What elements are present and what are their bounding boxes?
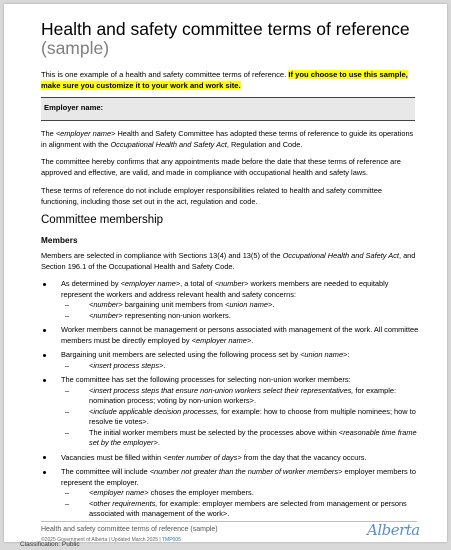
list-subitem: – <number> representing non-union workers. xyxy=(65,310,231,320)
member-bullet-list xyxy=(41,279,421,520)
list-item: Vacancies must be filled within <enter number of days> from the day that the vacancy occurs. xyxy=(41,453,421,464)
document-page xyxy=(4,4,447,542)
list-item: The committee has set the following processes for selecting non-union worker members: xyxy=(41,375,421,386)
paragraph-appointments: The committee hereby confirms that any appointments made before the date that these terms of reference are approved and effective, are valid, and made in compliance with occupational health and safety laws. xyxy=(41,157,401,177)
classification-label: Classification: Public xyxy=(20,541,80,548)
page-title: Health and safety committee terms of reference (sample) xyxy=(41,19,410,58)
footer-divider xyxy=(41,521,417,522)
list-subitem: – <number> bargaining unit members from <union name>. xyxy=(65,300,275,309)
list-subitem: – <insert process steps that ensure non-union workers select their representatives, for example: nomination process; voting by non-union workers>. xyxy=(65,385,397,405)
intro-highlight: If you choose to use this sample, make sure you customize it to your work and work site. xyxy=(41,70,408,90)
list-subitem: – <other requirements, for example: employer members are selected from management or persons associated with management of the work>. xyxy=(65,498,407,518)
list-item: The committee will include <number not greater than the number of worker members> employer members to represent the employer. xyxy=(41,467,421,488)
intro-paragraph: This is one example of a health and safety committee terms of reference. If you choose to use this sample, make sure you customize it to your work and work site. xyxy=(41,70,408,90)
list-subitem: – <insert process steps>. xyxy=(65,360,166,370)
paragraph-exclusions: These terms of reference do not include employer responsibilities related to health and safety committee functioning, including those set out in the act, regulation and code. xyxy=(41,186,382,206)
list-item: As determined by <employer name>, a total of <number> workers members are needed to equitably represent the workers and address relevant health and safety concerns: xyxy=(41,279,421,300)
paragraph-adoption: The <employer name> Health and Safety Committee has adopted these terms of reference to guide its operations in alignment with the Occupational Health and Safety Act, Regulation and Code. xyxy=(41,129,414,149)
employer-name-field[interactable] xyxy=(41,97,415,121)
employer-name-label: Employer name: xyxy=(44,103,104,112)
footer-meta: ©2025 Government of Alberta | Updated March 2025 | TMP005 xyxy=(41,537,181,542)
footer-title: Health and safety committee terms of reference (sample) xyxy=(41,526,218,533)
list-item: Worker members cannot be management or persons associated with management of the work. All committee members must be directly employed by <employer name>. xyxy=(41,325,421,346)
list-item: Bargaining unit members are selected using the following process set by <union name>: xyxy=(41,350,421,361)
list-subitem: – The initial worker members must be selected by the processes above within <reasonable time frame set by the employer>. xyxy=(65,427,417,447)
heading-committee-membership: Committee membership xyxy=(41,214,164,226)
paragraph-members: Members are selected in compliance with Sections 13(4) and 13(5) of the Occupational Health and Safety Act, and Section 196.1 of the Occupational Health and Safety Code. xyxy=(41,251,416,271)
list-subitem: – <include applicable decision processes, for example: how to choose from multiple nominees; how to resolve tie votes>. xyxy=(65,406,416,426)
title-sample-suffix: (sample) xyxy=(41,38,110,58)
heading-members: Members xyxy=(41,236,78,245)
alberta-logo: Alberta xyxy=(367,521,420,539)
list-subitem: – <employer name> choses the employer members. xyxy=(65,488,254,497)
footer-link[interactable]: TMP005 xyxy=(162,537,181,542)
